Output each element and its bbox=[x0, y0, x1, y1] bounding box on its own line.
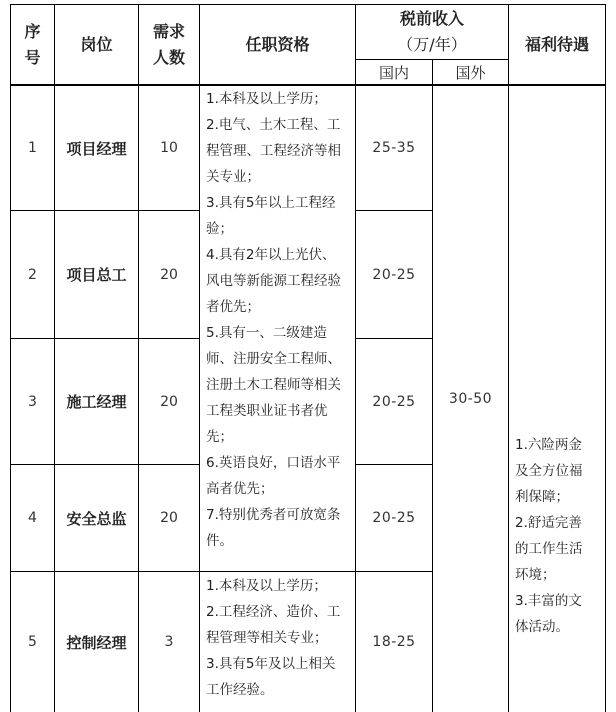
header-salary bbox=[356, 5, 508, 59]
row-4-position: 安全总监 bbox=[66, 509, 127, 528]
row-2-seq: 2 bbox=[28, 266, 37, 283]
qual-a-line: 注册土木工程师等相关 bbox=[206, 377, 341, 393]
row-3-position: 施工经理 bbox=[66, 393, 127, 411]
qualifications-shared bbox=[206, 86, 354, 554]
qual-a-line: 者优先； bbox=[206, 299, 260, 315]
qual-a-line: 风电等新能源工程经验 bbox=[206, 273, 341, 289]
row-2-position: 项目总工 bbox=[66, 266, 127, 284]
benefit-line: 利保障； bbox=[515, 489, 569, 505]
header-demand bbox=[139, 5, 199, 84]
row-2-demand: 20 bbox=[160, 266, 178, 283]
qual-a-line: 高者优先； bbox=[206, 481, 274, 497]
header-seq-line-2: 号 bbox=[24, 47, 41, 67]
header-qualifications bbox=[200, 5, 355, 84]
row-4-demand: 20 bbox=[160, 510, 178, 526]
header-demand-line-2: 人数 bbox=[152, 47, 185, 67]
qualifications-row-5 bbox=[206, 573, 354, 703]
benefit-line: 环境； bbox=[515, 567, 556, 583]
header-seq bbox=[11, 5, 54, 84]
row-4-domestic: 20-25 bbox=[372, 510, 416, 526]
row-4-seq: 4 bbox=[28, 510, 37, 526]
qual-b-line: 3.具有5年及以上相关 bbox=[206, 656, 336, 672]
qual-b-line: 1.本科及以上学历； bbox=[206, 578, 327, 594]
row-1-domestic: 25-35 bbox=[372, 140, 416, 156]
overseas-salary-shared: 30-50 bbox=[448, 391, 493, 407]
qual-a-line: 3.具有5年以上工程经 bbox=[206, 195, 336, 211]
qual-a-line: 5.具有一、二级建造 bbox=[206, 325, 327, 341]
benefits-shared bbox=[515, 432, 605, 640]
header-overseas: 国外 bbox=[455, 63, 486, 82]
benefit-line: 1.六险两金 bbox=[515, 437, 582, 453]
header-domestic: 国内 bbox=[378, 63, 409, 82]
qual-a-line: 工程类职业证书者优 bbox=[206, 403, 328, 419]
row-5-seq: 5 bbox=[28, 634, 37, 650]
benefit-line: 及全方位福 bbox=[515, 463, 583, 479]
header-benefits bbox=[509, 5, 605, 84]
qual-a-line: 验； bbox=[206, 221, 233, 237]
row-5-demand: 3 bbox=[164, 634, 174, 650]
row-3-demand: 20 bbox=[160, 393, 178, 410]
header-salary-line-1: 税前收入 bbox=[399, 9, 464, 28]
row-2-domestic: 20-25 bbox=[372, 266, 416, 283]
qual-a-line: 6.英语良好，口语水平 bbox=[206, 455, 341, 471]
row-1-demand: 10 bbox=[160, 140, 178, 156]
row-3-seq: 3 bbox=[28, 393, 37, 410]
benefit-line: 的工作生活 bbox=[515, 541, 583, 557]
qual-b-line: 程管理等相关专业； bbox=[206, 630, 328, 646]
benefit-line: 2.舒适完善 bbox=[515, 515, 582, 531]
qual-a-line: 7.特别优秀者可放宽条 bbox=[206, 507, 341, 523]
row-1-seq: 1 bbox=[28, 140, 37, 156]
header-position-label: 岗位 bbox=[80, 34, 113, 54]
row-1-position: 项目经理 bbox=[66, 139, 127, 158]
row-5-domestic: 18-25 bbox=[372, 634, 416, 650]
qual-a-line: 4.具有2年以上光伏、 bbox=[206, 247, 336, 263]
header-qualifications-label: 任职资格 bbox=[245, 34, 310, 54]
header-seq-line-1: 序 bbox=[24, 21, 41, 41]
row-5-position: 控制经理 bbox=[66, 633, 127, 652]
header-demand-line-1: 需求 bbox=[152, 21, 185, 41]
qual-a-line: 1.本科及以上学历； bbox=[206, 91, 327, 107]
benefit-line: 3.丰富的文 bbox=[515, 593, 582, 609]
qual-a-line: 件。 bbox=[206, 533, 233, 549]
row-3-domestic: 20-25 bbox=[372, 393, 416, 410]
qual-b-line: 工作经验。 bbox=[206, 682, 274, 698]
qual-a-line: 2.电气、土木工程、工 bbox=[206, 117, 341, 133]
qual-a-line: 关专业； bbox=[206, 169, 260, 185]
qual-b-line: 2.工程经济、造价、工 bbox=[206, 604, 341, 620]
qual-a-line: 先； bbox=[206, 429, 233, 445]
qual-a-line: 师、注册安全工程师、 bbox=[206, 351, 341, 367]
qual-a-line: 程管理、工程经济等相 bbox=[206, 143, 341, 159]
header-benefits-label: 福利待遇 bbox=[524, 34, 589, 54]
benefit-line: 体活动。 bbox=[515, 619, 569, 635]
header-position bbox=[55, 5, 138, 84]
header-salary-line-2: （万/年） bbox=[397, 35, 467, 54]
